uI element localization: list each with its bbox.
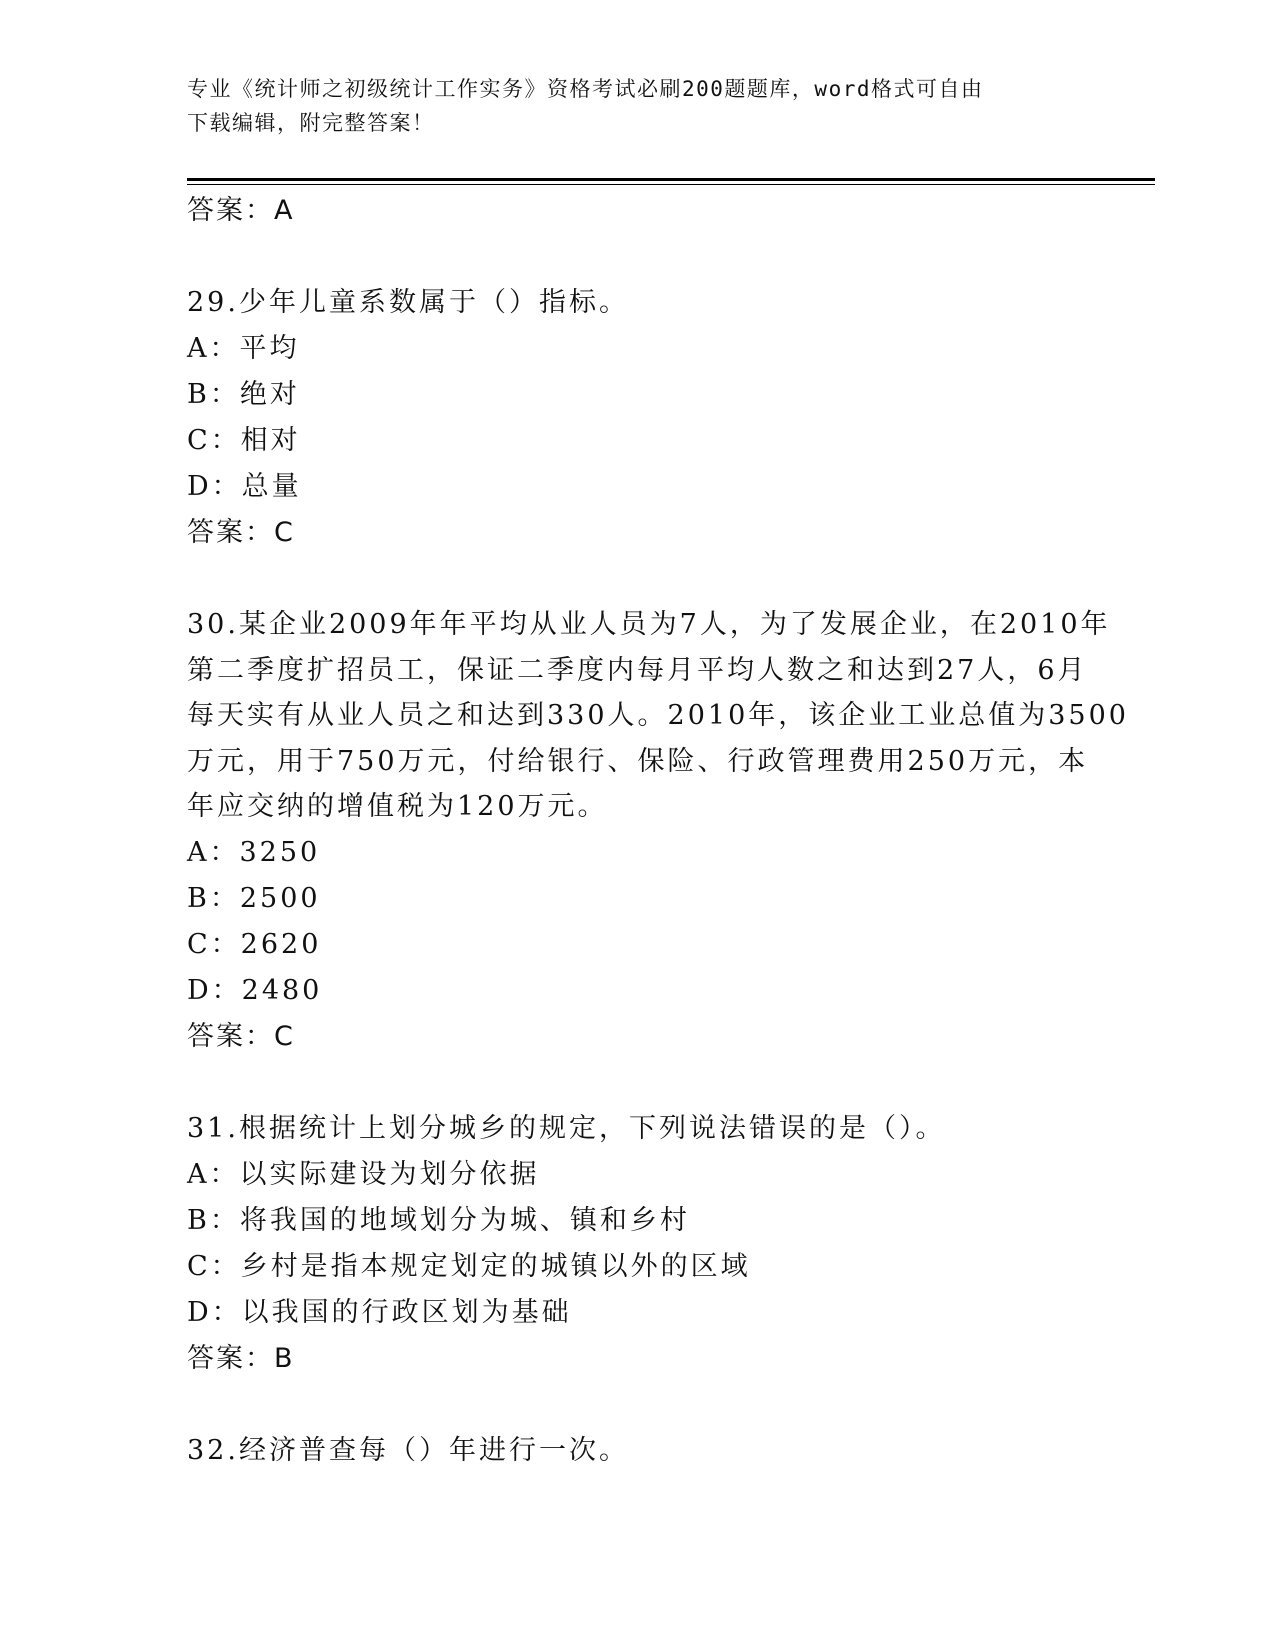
option-a: A：平均 (187, 333, 300, 364)
spacer (187, 1382, 1087, 1428)
option-c: C：乡村是指本规定划定的城镇以外的区域 (187, 1250, 751, 1282)
answer-prev: 答案：A (187, 195, 295, 226)
question-list (187, 188, 1129, 1474)
question-stem-line: 每天实有从业人员之和达到330人。2010年，该企业工业总值为3500 (187, 700, 1129, 731)
question-29 (187, 280, 1087, 556)
option-d: D：2480 (187, 974, 323, 1006)
question-31 (187, 1106, 1087, 1382)
header-divider-thick (187, 178, 1155, 181)
option-a: A：以实际建设为划分依据 (187, 1158, 540, 1190)
answer: 答案：C (187, 1020, 295, 1052)
answer: 答案：C (187, 517, 295, 548)
option-b: B：绝对 (187, 379, 300, 410)
answer: 答案：B (187, 1342, 295, 1374)
question-stem-line: 年应交纳的增值税为120万元。 (187, 791, 608, 822)
header-divider-thin (187, 184, 1155, 185)
option-d: D：以我国的行政区划为基础 (187, 1296, 572, 1328)
option-b: B：将我国的地域划分为城、镇和乡村 (187, 1204, 690, 1236)
option-a: A：3250 (187, 836, 321, 868)
option-c: C：相对 (187, 425, 301, 456)
question-stem: 29.少年儿童系数属于（）指标。 (187, 287, 629, 318)
header-line-2: 下载编辑，附完整答案！ (187, 111, 435, 135)
question-stem-line: 30.某企业2009年年平均从业人员为7人，为了发展企业，在2010年 (187, 609, 1111, 640)
question-stem-line: 第二季度扩招员工，保证二季度内每月平均人数之和达到27人，6月 (187, 654, 1088, 686)
question-stem: 32.经济普查每（）年进行一次。 (187, 1434, 629, 1466)
document-header-note (187, 72, 1087, 140)
spacer (187, 556, 1087, 602)
option-d: D：总量 (187, 471, 302, 502)
header-line-1: 专业《统计师之初级统计工作实务》资格考试必刷200题题库，word格式可自由 (187, 77, 984, 101)
question-30 (187, 602, 1129, 1060)
option-c: C：2620 (187, 928, 322, 960)
question-stem-line: 万元，用于750万元，付给银行、保险、行政管理费用250万元，本 (187, 745, 1089, 777)
spacer (187, 1060, 1087, 1106)
question-32 (187, 1428, 1087, 1474)
question-stem: 31.根据统计上划分城乡的规定，下列说法错误的是（）。 (187, 1112, 946, 1144)
spacer (187, 234, 1087, 280)
option-b: B：2500 (187, 882, 321, 914)
